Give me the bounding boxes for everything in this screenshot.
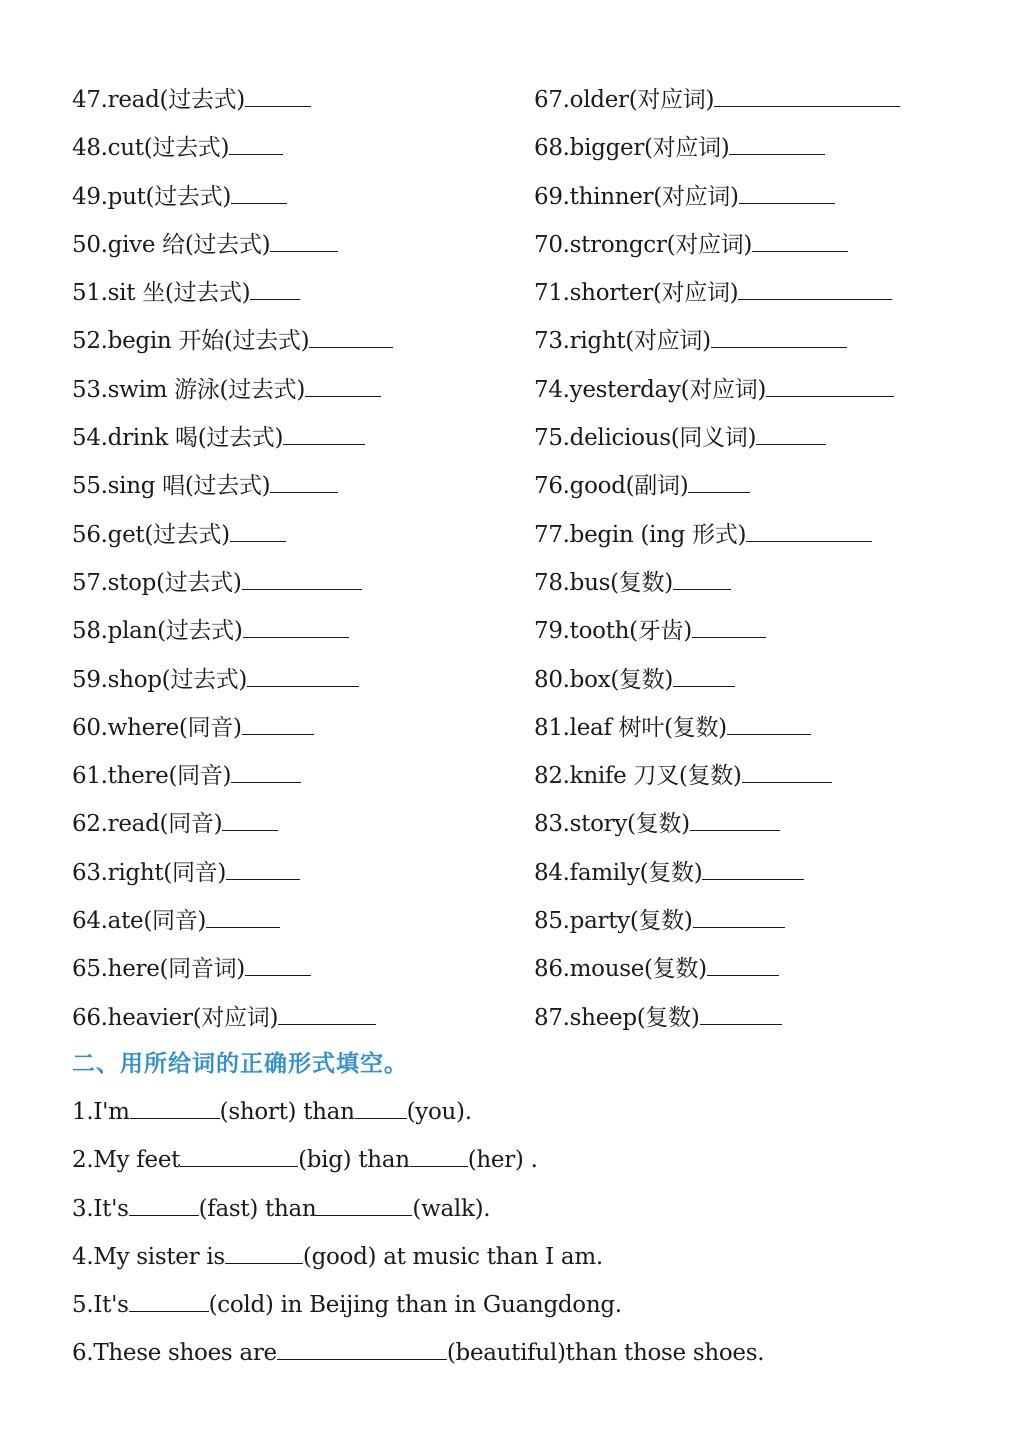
- question-item: [72, 994, 393, 1042]
- question-text: 74.yesterday(对应词): [534, 376, 767, 403]
- answer-blank[interactable]: [129, 1215, 199, 1216]
- answer-blank[interactable]: [693, 927, 785, 928]
- answer-blank[interactable]: [247, 686, 359, 687]
- question-item: [72, 704, 393, 752]
- question-item: [534, 317, 900, 365]
- question-text: 73.right(对应词): [534, 328, 711, 355]
- question-text: 77.begin (ing 形式): [534, 521, 747, 548]
- fill-text: (cold) in Beijing than in Guangdong.: [208, 1292, 622, 1319]
- question-text: 63.right(同音): [72, 859, 227, 886]
- question-text: 56.get(过去式): [72, 521, 230, 548]
- question-item: [72, 897, 393, 945]
- answer-blank[interactable]: [222, 830, 278, 831]
- fill-text: 4.My sister is: [72, 1243, 225, 1270]
- question-item: [72, 124, 393, 172]
- question-item: [534, 269, 900, 317]
- question-text: 50.give 给(过去式): [72, 231, 271, 258]
- answer-blank[interactable]: [229, 154, 283, 155]
- question-text: 59.shop(过去式): [72, 666, 248, 693]
- question-text: 49.put(过去式): [72, 183, 232, 210]
- question-item: [72, 559, 393, 607]
- question-text: 57.stop(过去式): [72, 569, 242, 596]
- question-item: [72, 414, 393, 462]
- fill-item: [72, 1088, 764, 1136]
- fill-text: (you).: [406, 1099, 472, 1125]
- section-title: 二、用所给词的正确形式填空。: [72, 1050, 408, 1077]
- question-text: 48.cut(过去式): [72, 135, 230, 162]
- fill-text: 2.My feet: [72, 1147, 181, 1174]
- answer-blank[interactable]: [305, 396, 381, 397]
- question-text: 51.sit 坐(过去式): [72, 280, 251, 307]
- fill-item: [72, 1136, 764, 1184]
- answer-blank[interactable]: [129, 1311, 209, 1312]
- question-text: 87.sheep(复数): [534, 1004, 700, 1031]
- question-item: [72, 800, 393, 848]
- right-column: [534, 76, 900, 1042]
- answer-blank[interactable]: [309, 347, 393, 348]
- question-text: 70.strongcr(对应词): [534, 231, 753, 258]
- answer-blank[interactable]: [206, 927, 280, 928]
- question-text: 53.swim 游泳(过去式): [72, 376, 305, 403]
- question-item: [72, 511, 393, 559]
- answer-blank[interactable]: [226, 879, 300, 880]
- answer-blank[interactable]: [729, 154, 825, 155]
- answer-blank[interactable]: [702, 879, 804, 880]
- question-text: 68.bigger(对应词): [534, 135, 730, 162]
- question-text: 64.ate(同音): [72, 908, 207, 935]
- question-item: [534, 462, 900, 510]
- question-item: [72, 366, 393, 414]
- answer-blank[interactable]: [688, 492, 750, 493]
- answer-blank[interactable]: [410, 1166, 468, 1167]
- answer-blank[interactable]: [690, 830, 780, 831]
- answer-blank[interactable]: [277, 1359, 447, 1360]
- answer-blank[interactable]: [283, 444, 365, 445]
- question-item: [534, 800, 900, 848]
- question-text: 47.read(过去式): [72, 87, 245, 113]
- answer-blank[interactable]: [752, 251, 848, 252]
- fill-item: [72, 1233, 764, 1281]
- question-text: 66.heavier(对应词): [72, 1004, 279, 1031]
- question-text: 80.box(复数): [534, 666, 674, 693]
- answer-blank[interactable]: [243, 637, 349, 638]
- question-item: [72, 76, 393, 124]
- question-text: 76.good(副词): [534, 473, 689, 500]
- answer-blank[interactable]: [738, 299, 892, 300]
- question-item: [72, 607, 393, 655]
- fill-item: [72, 1329, 764, 1377]
- answer-blank[interactable]: [673, 589, 731, 590]
- question-item: [534, 752, 900, 800]
- question-item: [72, 317, 393, 365]
- question-text: 81.leaf 树叶(复数): [534, 714, 727, 741]
- question-text: 62.read(同音): [72, 811, 223, 838]
- question-text: 83.story(复数): [534, 811, 690, 838]
- question-text: 65.here(同音词): [72, 956, 245, 983]
- fill-text: 3.It's: [72, 1195, 129, 1222]
- question-item: [534, 221, 900, 269]
- answer-blank[interactable]: [130, 1118, 220, 1119]
- question-item: [72, 945, 393, 993]
- question-item: [534, 559, 900, 607]
- question-item: [534, 897, 900, 945]
- answer-blank[interactable]: [270, 492, 338, 493]
- answer-blank[interactable]: [231, 203, 287, 204]
- question-item: [534, 849, 900, 897]
- question-text: 55.sing 唱(过去式): [72, 473, 271, 500]
- answer-blank[interactable]: [355, 1118, 407, 1119]
- question-text: 78.bus(复数): [534, 569, 673, 596]
- fill-text: 5.It's: [72, 1292, 129, 1319]
- question-text: 60.where(同音): [72, 714, 242, 741]
- question-text: 54.drink 喝(过去式): [72, 425, 284, 452]
- question-item: [72, 462, 393, 510]
- question-item: [534, 656, 900, 704]
- question-item: [534, 511, 900, 559]
- answer-blank[interactable]: [692, 637, 766, 638]
- fill-text: (short) than: [219, 1099, 355, 1125]
- answer-blank[interactable]: [673, 686, 735, 687]
- question-item: [72, 849, 393, 897]
- fill-text: (her) .: [467, 1147, 538, 1174]
- fill-in-section: [72, 1088, 764, 1378]
- fill-text: (good) at music than I am.: [302, 1243, 603, 1270]
- question-text: 75.delicious(同义词): [534, 425, 757, 452]
- question-item: [534, 76, 900, 124]
- fill-text: (walk).: [412, 1195, 491, 1222]
- answer-blank[interactable]: [270, 251, 338, 252]
- answer-blank[interactable]: [756, 444, 826, 445]
- question-text: 86.mouse(复数): [534, 956, 707, 983]
- answer-blank[interactable]: [231, 782, 301, 783]
- question-text: 84.family(复数): [534, 859, 703, 886]
- answer-blank[interactable]: [707, 975, 779, 976]
- answer-blank[interactable]: [746, 541, 872, 542]
- answer-blank[interactable]: [727, 734, 811, 735]
- question-item: [72, 173, 393, 221]
- question-item: [534, 366, 900, 414]
- question-item: [72, 269, 393, 317]
- answer-blank[interactable]: [245, 106, 311, 107]
- question-text: 69.thinner(对应词): [534, 183, 739, 210]
- answer-blank[interactable]: [766, 396, 894, 397]
- question-item: [534, 945, 900, 993]
- question-text: 79.tooth(牙齿): [534, 618, 692, 645]
- answer-blank[interactable]: [250, 299, 300, 300]
- answer-blank[interactable]: [242, 734, 314, 735]
- answer-blank[interactable]: [700, 1024, 782, 1025]
- fill-text: (big) than: [298, 1147, 410, 1174]
- question-text: 71.shorter(对应词): [534, 280, 739, 307]
- question-text: 67.older(对应词): [534, 87, 715, 113]
- fill-item: [72, 1281, 764, 1329]
- answer-blank[interactable]: [739, 203, 835, 204]
- fill-text: 6.These shoes are: [72, 1340, 277, 1367]
- question-text: 61.there(同音): [72, 763, 232, 790]
- fill-text: (fast) than: [198, 1195, 317, 1222]
- question-item: [534, 124, 900, 172]
- answer-blank[interactable]: [242, 589, 362, 590]
- answer-blank[interactable]: [711, 347, 847, 348]
- answer-blank[interactable]: [316, 1215, 412, 1216]
- fill-text: (beautiful)than those shoes.: [446, 1340, 765, 1367]
- answer-blank[interactable]: [245, 975, 311, 976]
- answer-blank[interactable]: [714, 106, 900, 107]
- question-item: [72, 656, 393, 704]
- fill-text: 1.I'm: [72, 1099, 130, 1125]
- answer-blank[interactable]: [225, 1263, 303, 1264]
- question-item: [72, 221, 393, 269]
- question-text: 85.party(复数): [534, 908, 693, 935]
- left-column: [72, 76, 393, 1042]
- question-item: [534, 994, 900, 1042]
- question-item: [534, 704, 900, 752]
- answer-blank[interactable]: [742, 782, 832, 783]
- answer-blank[interactable]: [230, 541, 286, 542]
- question-item: [72, 752, 393, 800]
- question-item: [534, 414, 900, 462]
- fill-item: [72, 1185, 764, 1233]
- question-text: 58.plan(过去式): [72, 618, 243, 645]
- question-text: 52.begin 开始(过去式): [72, 328, 310, 355]
- question-item: [534, 607, 900, 655]
- answer-blank[interactable]: [180, 1166, 298, 1167]
- question-item: [534, 173, 900, 221]
- answer-blank[interactable]: [278, 1024, 376, 1025]
- question-text: 82.knife 刀叉(复数): [534, 763, 742, 790]
